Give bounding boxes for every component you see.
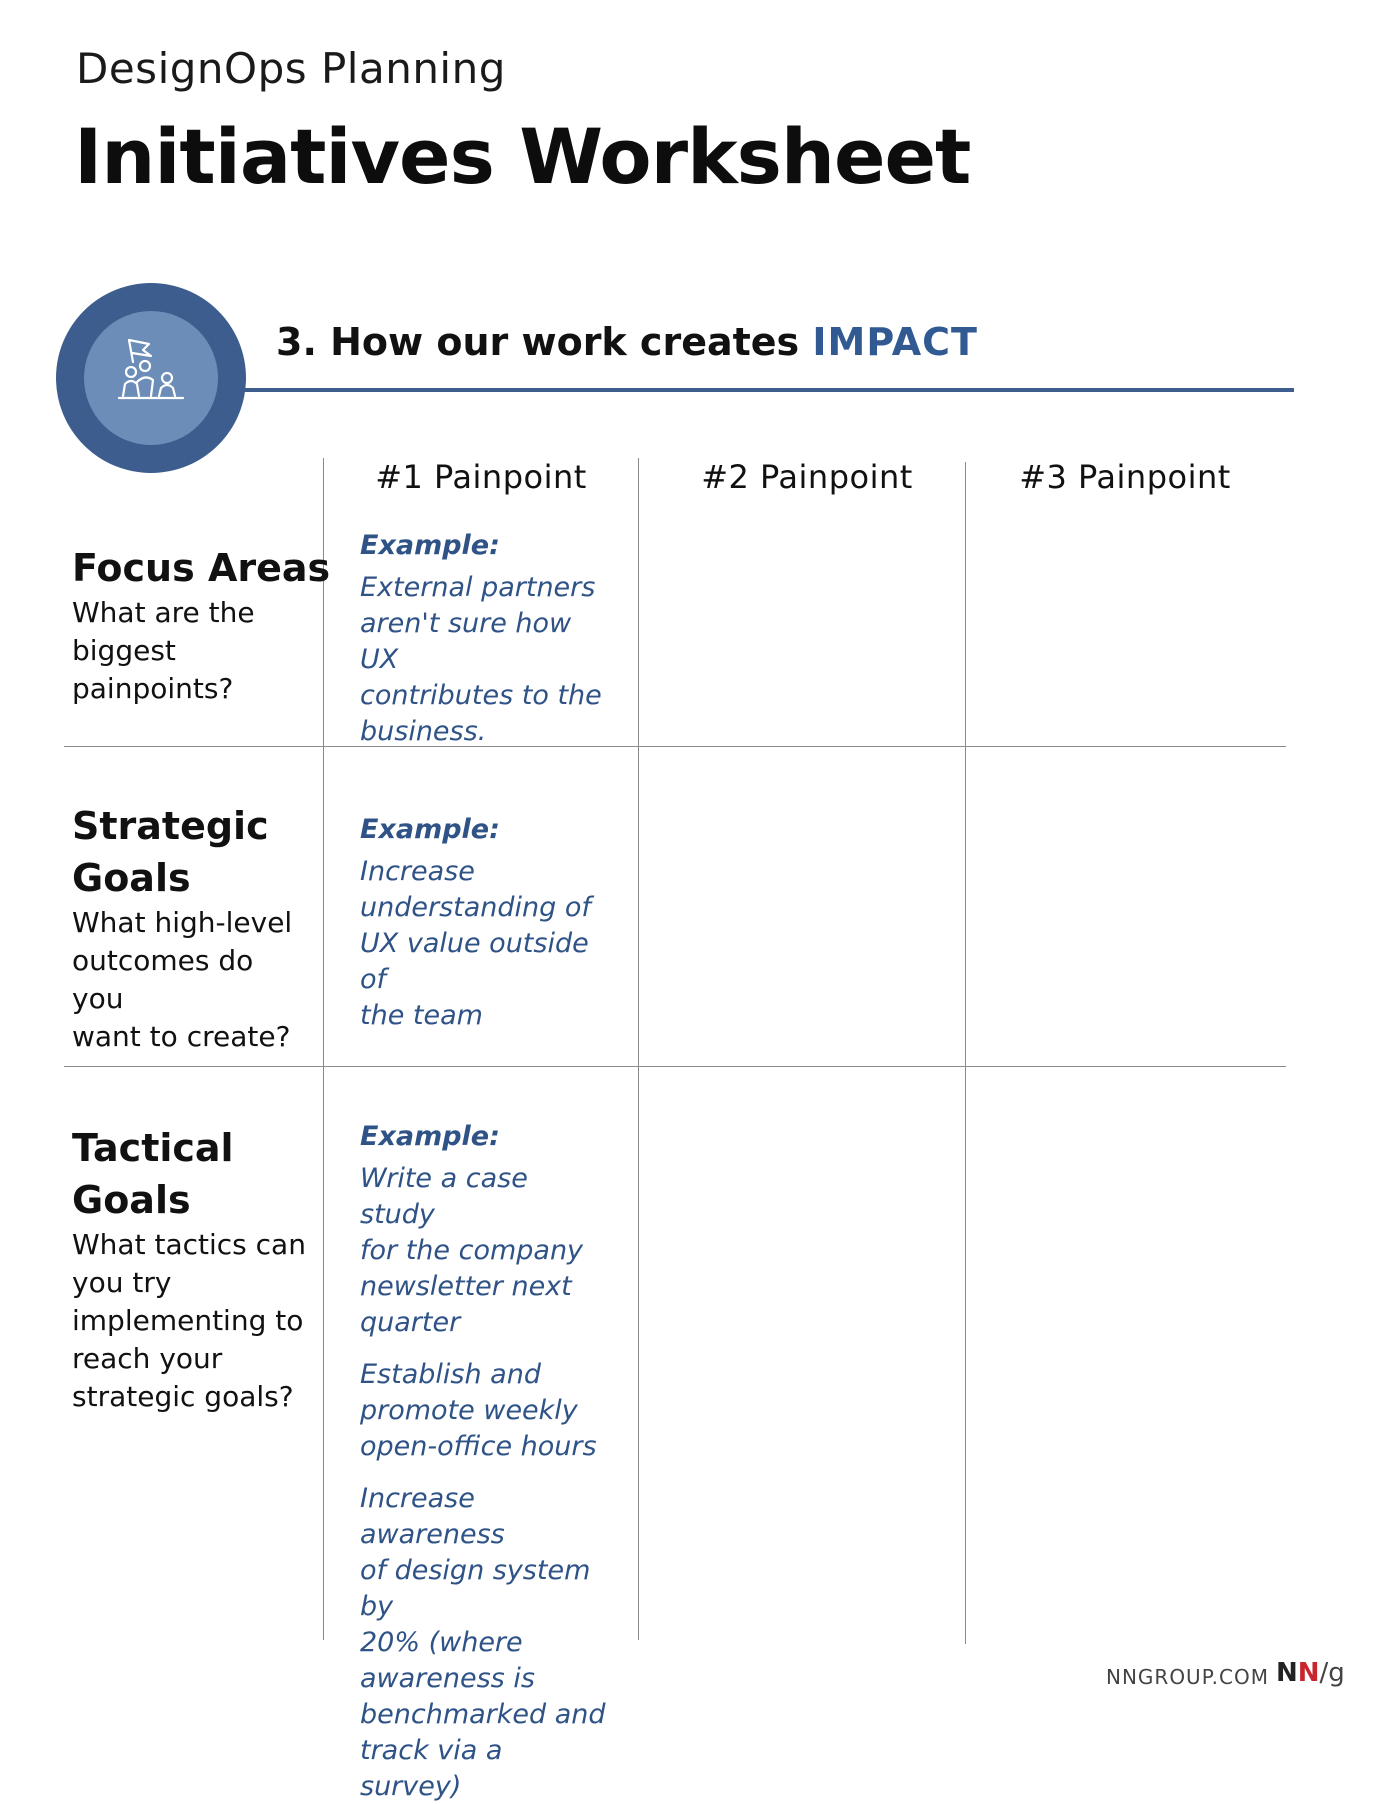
example-line: Write a case study (360, 1163, 528, 1230)
example-gap (360, 1341, 610, 1357)
example-line: benchmarked and (360, 1699, 606, 1730)
worksheet-title: Initiatives Worksheet (74, 112, 971, 201)
row-title-line: Goals (72, 856, 191, 900)
example-strategic-goals (360, 812, 610, 1034)
section-heading-accent: IMPACT (812, 320, 978, 364)
row-question-line: reach your (72, 1342, 223, 1375)
grid-line-vertical-3 (965, 462, 966, 1644)
row-question-line: you try (72, 1266, 172, 1299)
row-question-line: What tactics can (72, 1228, 306, 1261)
example-line: for the company (360, 1235, 584, 1266)
section-heading-prefix: 3. How our work creates (276, 320, 813, 364)
example-line: aren't sure how UX (360, 608, 572, 675)
example-label: Example: (360, 814, 500, 845)
example-line: of design system by (360, 1555, 591, 1622)
example-line: track via a survey) (360, 1735, 503, 1802)
brand-logo (1276, 1658, 1345, 1688)
example-line: External partners (360, 572, 596, 603)
example-line: understanding of (360, 892, 591, 923)
row-title-tactical-goals (72, 1122, 234, 1226)
row-question-line: outcomes do you (72, 944, 254, 1015)
column-header-2: #2 Painpoint (701, 458, 913, 496)
row-question-tactical-goals (72, 1226, 312, 1416)
row-question-line: What high-level (72, 906, 293, 939)
row-question-line: biggest (72, 634, 176, 667)
grid-line-vertical-2 (638, 458, 639, 1640)
row-title-line: Strategic (72, 804, 269, 848)
row-title-strategic-goals (72, 800, 269, 904)
section-rule (244, 388, 1294, 392)
brand-n2: N (1297, 1658, 1320, 1688)
example-line: quarter (360, 1307, 461, 1338)
example-line: business. (360, 716, 487, 747)
row-title-focus-areas (72, 542, 330, 594)
example-line: Increase awareness (360, 1483, 505, 1550)
row-question-strategic-goals (72, 904, 312, 1056)
example-line: newsletter next (360, 1271, 572, 1302)
row-title-line: Tactical (72, 1126, 234, 1170)
brand-slash: / (1319, 1658, 1329, 1688)
column-header-1: #1 Painpoint (375, 458, 587, 496)
example-tactical-goals (360, 1119, 610, 1805)
example-line: 20% (where (360, 1627, 523, 1658)
example-line: promote weekly (360, 1395, 578, 1426)
grid-line-row-2 (64, 1066, 1286, 1067)
example-line: contributes to the (360, 680, 602, 711)
row-question-line: strategic goals? (72, 1380, 294, 1413)
column-header-3: #3 Painpoint (1019, 458, 1231, 496)
example-focus-areas (360, 528, 610, 750)
grid-line-vertical-1 (323, 458, 324, 1640)
row-question-line: What are the (72, 596, 255, 629)
grid-line-row-1 (64, 746, 1286, 747)
row-question-line: painpoints? (72, 672, 234, 705)
example-label: Example: (360, 530, 500, 561)
example-line: open-office hours (360, 1431, 597, 1462)
example-line: UX value outside of (360, 928, 589, 995)
example-line: Increase (360, 856, 475, 887)
example-line: awareness is (360, 1663, 535, 1694)
row-title-line: Goals (72, 1178, 191, 1222)
example-gap (360, 1465, 610, 1481)
brand-g: g (1328, 1658, 1345, 1688)
worksheet-subtitle: DesignOps Planning (76, 44, 506, 93)
example-label: Example: (360, 1121, 500, 1152)
row-question-line: implementing to (72, 1304, 304, 1337)
row-question-focus-areas (72, 594, 312, 708)
brand-n1: N (1276, 1658, 1298, 1688)
row-title-line: Focus Areas (72, 546, 331, 590)
footer-site: NNGROUP.COM (1106, 1665, 1269, 1689)
row-question-line: want to create? (72, 1020, 291, 1053)
example-line: Establish and (360, 1359, 541, 1390)
section-heading (276, 320, 978, 364)
example-line: the team (360, 1000, 483, 1031)
people-with-flag-icon (111, 336, 191, 416)
